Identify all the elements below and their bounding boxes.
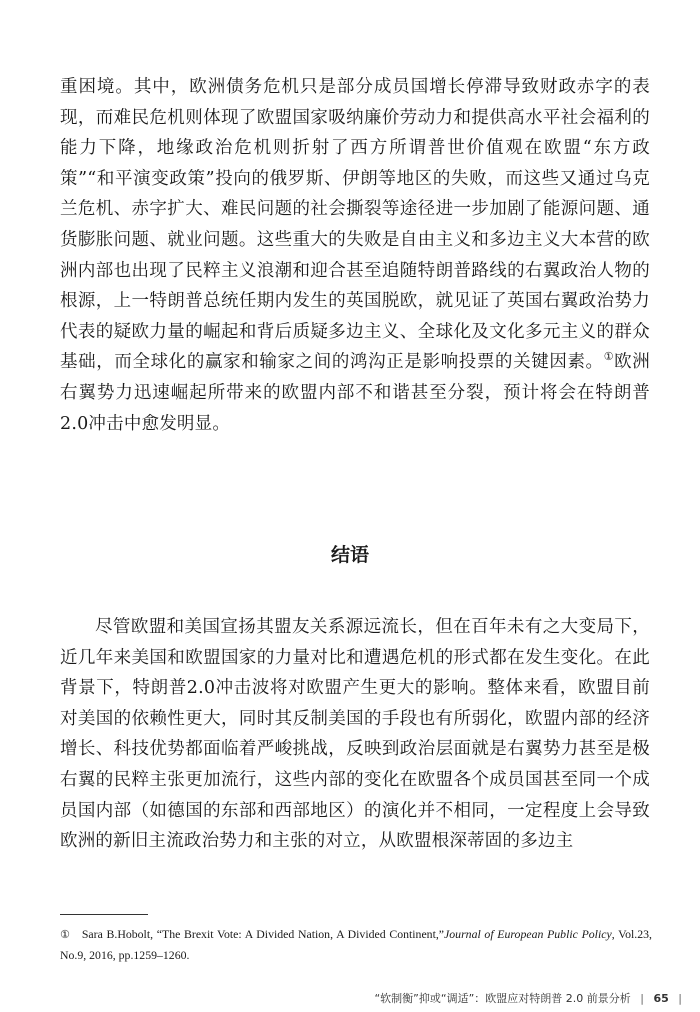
footer-separator: | — [640, 992, 644, 1005]
footnote-details: , Vol.23, No.9, 2016, pp.1259–1260. — [60, 927, 652, 962]
footnote-mark: ① — [60, 928, 70, 941]
footnote-divider — [60, 914, 148, 915]
footnote-journal: Journal of European Public Policy — [444, 927, 612, 941]
running-footer-title: “软制衡”抑或“调适”：欧盟应对特朗普 2.0 前景分析 — [374, 992, 631, 1005]
page-number: 65 — [653, 992, 669, 1005]
running-footer — [374, 990, 688, 1006]
body-paragraph-2: 尽管欧盟和美国宣扬其盟友关系源远流长，但在百年未有之大变局下，近几年来美国和欧盟国家的力量对比和遭遇危机的形式都在发生变化。在此背景下，特朗普2.0冲击波将对欧盟产生更大的影响。整体来看，欧盟目前对美国的依赖性更大，同时其反制美国的手段也有所弱化，欧盟内部的经济增长、科技优势都面临着严峻挑战，反映到政治层面就是右翼势力甚至是极右翼的民粹主张更加流行，这些内部的变化在欧盟各个成员国甚至同一个成员国内部（如德国的东部和西部地区）的演化并不相同，一定程度上会导致欧洲的新旧主流政治势力和主张的对立，从欧盟根深蒂固的多边主 — [60, 617, 650, 852]
paragraph-1-text: 重困境。其中，欧洲债务危机只是部分成员国增长停滞导致财政赤字的表现，而难民危机则体现了欧盟国家吸纳廉价劳动力和提供高水平社会福利的能力下降，地缘政治危机则折射了西方所谓普世价值观在欧盟“东方政策”“和平演变政策”投向的俄罗斯、伊朗等地区的失败，而这些又通过乌克兰危机、赤字扩大、难民问题的社会撕裂等途径进一步加剧了能源问题、通货膨胀问题、就业问题。这些重大的失败是自由主义和多边主义大本营的欧洲内部也出现了民粹主义浪潮和迎合甚至追随特朗普路线的右翼政治人物的根源，上一特朗普总统任期内发生的英国脱欧，就见证了英国右翼政治势力代表的疑欧力量的崛起和背后质疑多边主义、全球化及文化多元主义的群众基础，而全球化的赢家和输家之间的鸿沟正是影响投票的关键因素。 — [60, 77, 650, 373]
footnote-reference-marker[interactable]: ① — [603, 350, 615, 364]
footnote — [60, 924, 652, 965]
footnote-author-title: Sara B.Hobolt, “The Brexit Vote: A Divided Nation, A Divided Continent,” — [81, 927, 445, 941]
body-paragraph-1 — [60, 72, 650, 439]
section-heading: 结语 — [330, 544, 369, 566]
footer-trailing-separator: | — [678, 992, 682, 1005]
paragraph-1-tail: 欧洲右翼势力迅速崛起所带来的欧盟内部不和谐甚至分裂，预计将会在特朗普2.0冲击中愈发明显。 — [60, 352, 650, 434]
